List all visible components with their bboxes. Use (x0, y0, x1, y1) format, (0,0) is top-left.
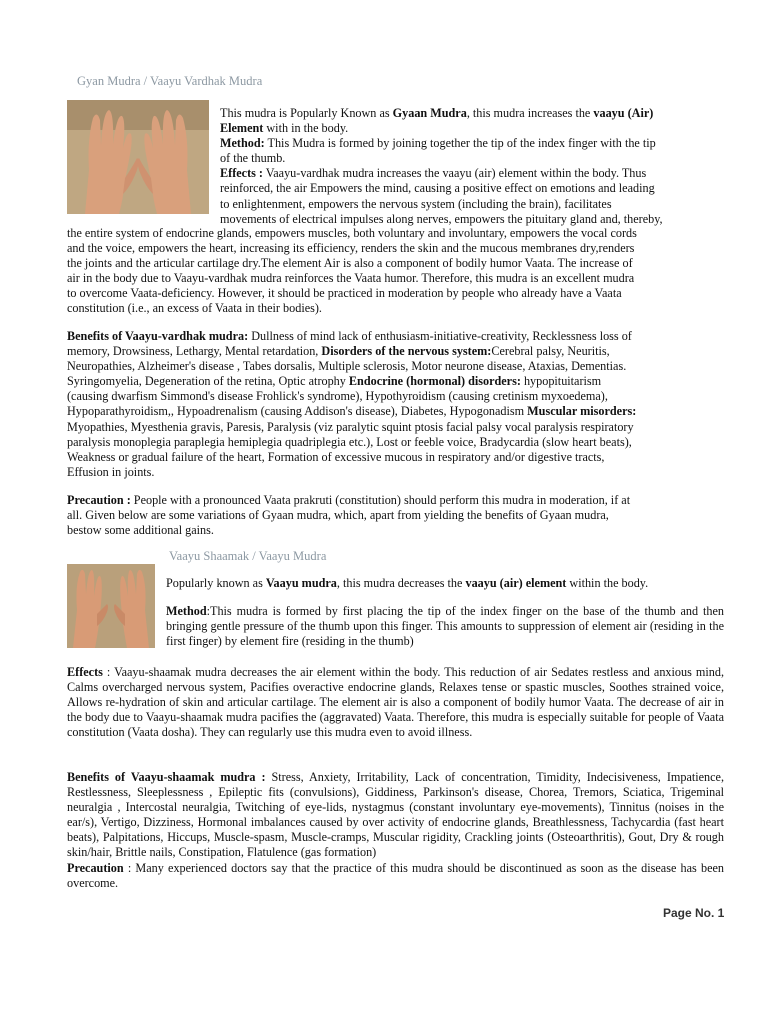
precaution-text: bestow some additional gains. (67, 523, 214, 538)
bold-term: vaayu (Air) (593, 106, 654, 120)
section-heading-vaayu-mudra: Vaayu Shaamak / Vaayu Mudra (169, 549, 327, 563)
effects-label: Effects (67, 665, 103, 679)
precaution-text: People with a pronounced Vaata prakruti (constitution) should perform this mudra in moderation, if at (130, 493, 631, 507)
benefits-text: (causing dwarfism Simmond's disease Frohlick's syndrome), Hypothyroidism (causing cretinism myxoedema), (67, 389, 608, 404)
effects-text: movements of electrical impulses along nerves, empowers the pituitary gland and, thereby, (220, 211, 663, 226)
benefits-text: Dullness of mind lack of enthusiasm-initiative-creativity, Recklessness loss of (248, 329, 632, 343)
effects-text: and the voice, empowers the heart, increasing its efficiency, renders the skin and the mucous membranes dry,renders (67, 241, 635, 256)
effects-text: air in the body due to Vaayu-vardhak mudra reinforces the Vaata humor. Therefore, this mudra is an excellent mudra (67, 271, 635, 286)
benefits-label: Benefits of Vaayu-shaamak mudra : (67, 770, 266, 784)
bold-term: Gyaan Mudra (392, 106, 467, 120)
vaayu-mudra-effects (67, 665, 724, 740)
bold-term: Endocrine (hormonal) disorders: (348, 374, 521, 389)
gyan-mudra-hands-photo (67, 100, 209, 214)
text: , this mudra decreases the (336, 576, 466, 590)
method-label: Method: (220, 136, 265, 151)
benefits-text: memory, Drowsiness, Lethargy, Mental retardation, (67, 344, 322, 359)
effects-text: the joints and the articular cartilage dry.The element Air is also a component of bodily humor Vaata. The increase of (67, 256, 633, 271)
effects-text: to overcome Vaata-deficiency. However, it should be practiced in moderation by people who already have a Vaata (67, 286, 622, 301)
gyan-mudra-effects-continued (67, 226, 727, 317)
benefits-text: Effusion in joints. (67, 464, 155, 479)
precaution-text: all. Given below are some variations of Gyaan mudra, which, apart from yielding the benefits of Gyaan mudra, (67, 508, 609, 523)
vaayu-mudra-benefits (67, 770, 724, 891)
text: Popularly known as (166, 576, 266, 590)
benefits-text: Syringomyelia, Degeneration of the retina, Optic atrophy (67, 374, 349, 389)
benefits-label: Benefits of Vaayu-vardhak mudra: (67, 329, 249, 343)
benefits-text: Weakness or gradual failure of the heart, Formation of excessive mucous in respiratory and/or digestive tracts, (67, 449, 605, 464)
benefits-text: Hypoparathyroidism,, Hypoadrenalism (causing Addison's disease), Diabetes, Hypogonadism (67, 404, 528, 419)
bold-term: Disorders of the nervous system: (321, 344, 492, 359)
vaayu-mudra-hands-photo (67, 564, 155, 648)
benefits-text: paralysis monoplegia paraplegia hemiplegia quadriplegia etc.), Lost or feeble voice, Bradycardia (slow heart beats), (67, 434, 632, 449)
page-number: Page No. 1 (663, 906, 725, 920)
text: with in the body. (263, 121, 349, 136)
benefits-text: Cerebral palsy, Neuritis, (491, 344, 610, 359)
effects-text: : Vaayu-shaamak mudra decreases the air element within the body. This reduction of air Sedates restless and anxious mind, Calms overcharged nervous system, Pacifies overactive endocrine glands, Relaxes tense or spastic muscles, Soothes strained voice, Allows re-hydration of skin and articular cartilage. The element air is also a component of bodily humor Vaata. The decrease of air in the body due to Vaayu-shaamak mudra pacifies the (aggravated) Vaata. Therefore, this mudra is especially suitable for people of Vaata constitution (Vaata dosha). They can regularly use this mudra even to avoid illness. (67, 665, 724, 740)
bold-term: Muscular misorders: (527, 404, 637, 419)
method-text: This Mudra is formed by joining together the tip of the index finger with the tip (264, 136, 656, 151)
effects-label: Effects : (220, 166, 263, 181)
bold-term: Vaayu mudra (265, 576, 337, 590)
text: within the body. (566, 576, 649, 590)
precaution-label: Precaution (67, 860, 124, 875)
gyan-mudra-intro (220, 106, 724, 227)
effects-text: reinforced, the air Empowers the mind, causing a positive effect on emotions and leading (220, 181, 655, 196)
method-label: Method (166, 604, 207, 618)
gyan-mudra-precaution (67, 493, 727, 538)
benefits-text: hypopituitarism (520, 374, 602, 389)
bold-term: vaayu (air) element (465, 576, 567, 590)
effects-text: constitution (i.e., an excess of Vaata in their bodies). (67, 301, 322, 316)
text: , this mudra increases the (466, 106, 594, 120)
vaayu-mudra-intro (166, 576, 724, 591)
precaution-label: Precaution : (67, 493, 131, 507)
effects-text: the entire system of endocrine glands, empowers muscles, both voluntary and involuntary, empowers the vocal cords (67, 226, 637, 240)
benefits-text: Myopathies, Myesthenia gravis, Paresis, Paralysis (viz paralytic squint ptosis facial palsy vocal paralysis respiratory (67, 419, 634, 434)
method-text: :This mudra is formed by first placing the tip of the index finger on the base of the thumb and then bringing gentle pressure of the thumb upon this finger. This amounts to suppression of element air (residing in the first finger) by element fire (residing in the thumb) (166, 604, 724, 649)
text: This mudra is Popularly Known as (220, 106, 393, 120)
effects-text: Vaayu-vardhak mudra increases the vaayu (air) element within the body. Thus (262, 166, 647, 181)
precaution-text: : Many experienced doctors say that the practice of this mudra should be discontinued as soon as the disease has been overcome. (67, 860, 724, 890)
gyan-mudra-benefits (67, 329, 727, 480)
bold-term: Element (220, 121, 264, 136)
section-heading-gyan-mudra: Gyan Mudra / Vaayu Vardhak Mudra (77, 74, 263, 88)
effects-text: to enlightenment, empowers the nervous system (including the brain), facilitates (220, 196, 612, 211)
method-text: of the thumb. (220, 151, 286, 166)
vaayu-mudra-method (166, 604, 724, 649)
benefits-text: Stress, Anxiety, Irritability, Lack of concentration, Timidity, Indecisiveness, Impatience, Restlessness, Sleeplessness , Epileptic fits (convulsions), Giddiness, Parkinson's disease, Chorea, Tremors, Sciatica, Trigeminal neuralgia , Intercostal neuralgia, Twitching of eye-lids, nystagmus (constant involuntary eye-movements), Tinnitus (noises in the ear/s), Vertigo, Dizziness, Hormonal imbalances caused by over activity of endocrine glands, Breathlessness, Tachycardia (fast heart beats), Palpitations, Hiccups, Muscle-spasm, Muscle-cramps, Muscular rigidity, Crackling joints (Osteoarthritis), Gout, Dry & rough skin/hair, Brittle nails, Constipation, Flatulence (gas formation) (67, 770, 725, 860)
benefits-text: Neuropathies, Alzheimer's disease , Tabes dorsalis, Multiple sclerosis, Motor neurone disease, Ataxias, Dementias. (67, 359, 627, 374)
